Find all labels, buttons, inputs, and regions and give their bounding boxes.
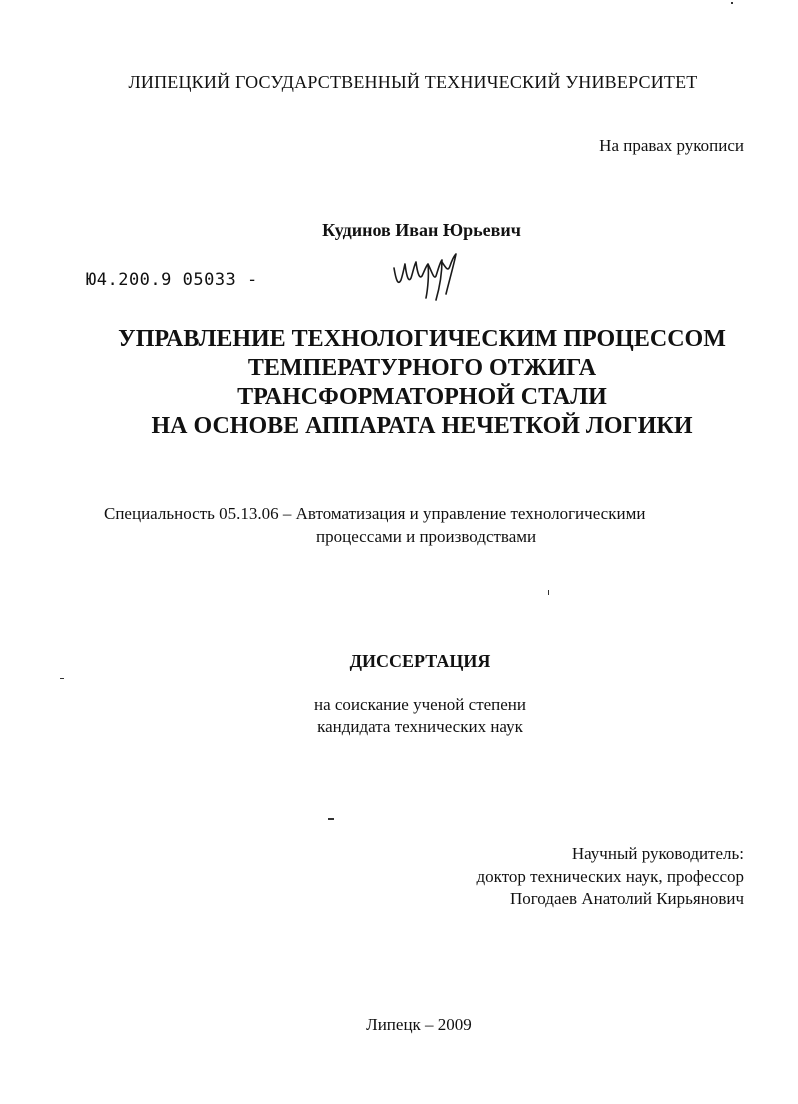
city-year: Липецк – 2009: [366, 1015, 472, 1034]
degree-line-1: на соискание ученой степени: [313, 695, 527, 714]
title-line: НА ОСНОВЕ АППАРАТА НЕЧЕТКОЙ ЛОГИКИ: [151, 413, 693, 439]
author-name: Кудинов Иван Юрьевич: [322, 220, 521, 240]
document-type: ДИССЕРТАЦИЯ: [349, 651, 491, 671]
supervisor-credentials: доктор технических наук, профессор: [476, 867, 744, 886]
title-line: ТРАНСФОРМАТОРНОЙ СТАЛИ: [237, 384, 607, 410]
scan-speck: [731, 2, 733, 4]
university-name: ЛИПЕЦКИЙ ГОСУДАРСТВЕННЫЙ ТЕХНИЧЕСКИЙ УНИВЕРСИТЕТ: [128, 72, 698, 92]
specialty-line-2: процессами и производствами: [316, 527, 537, 546]
supervisor-name: Погодаев Анатолий Кирьянович: [509, 889, 744, 908]
scan-speck: [548, 590, 549, 595]
supervisor-role: Научный руководитель:: [571, 844, 744, 863]
dissertation-title: [0, 325, 798, 441]
degree-line-2: кандидата технических наук: [317, 717, 523, 736]
title-line: ТЕМПЕРАТУРНОГО ОТЖИГА: [247, 355, 597, 381]
rights-note: На правах рукописи: [599, 136, 744, 155]
registration-number: Ю4.200.9 05033 -: [86, 270, 258, 290]
specialty-line-1: Специальность 05.13.06 – Автоматизация и управление технологическими: [104, 504, 646, 523]
handwritten-signature: [390, 250, 460, 304]
scan-speck: [60, 678, 64, 679]
title-line: УПРАВЛЕНИЕ ТЕХНОЛОГИЧЕСКИМ ПРОЦЕССОМ: [118, 326, 726, 352]
scan-speck: [328, 818, 334, 820]
